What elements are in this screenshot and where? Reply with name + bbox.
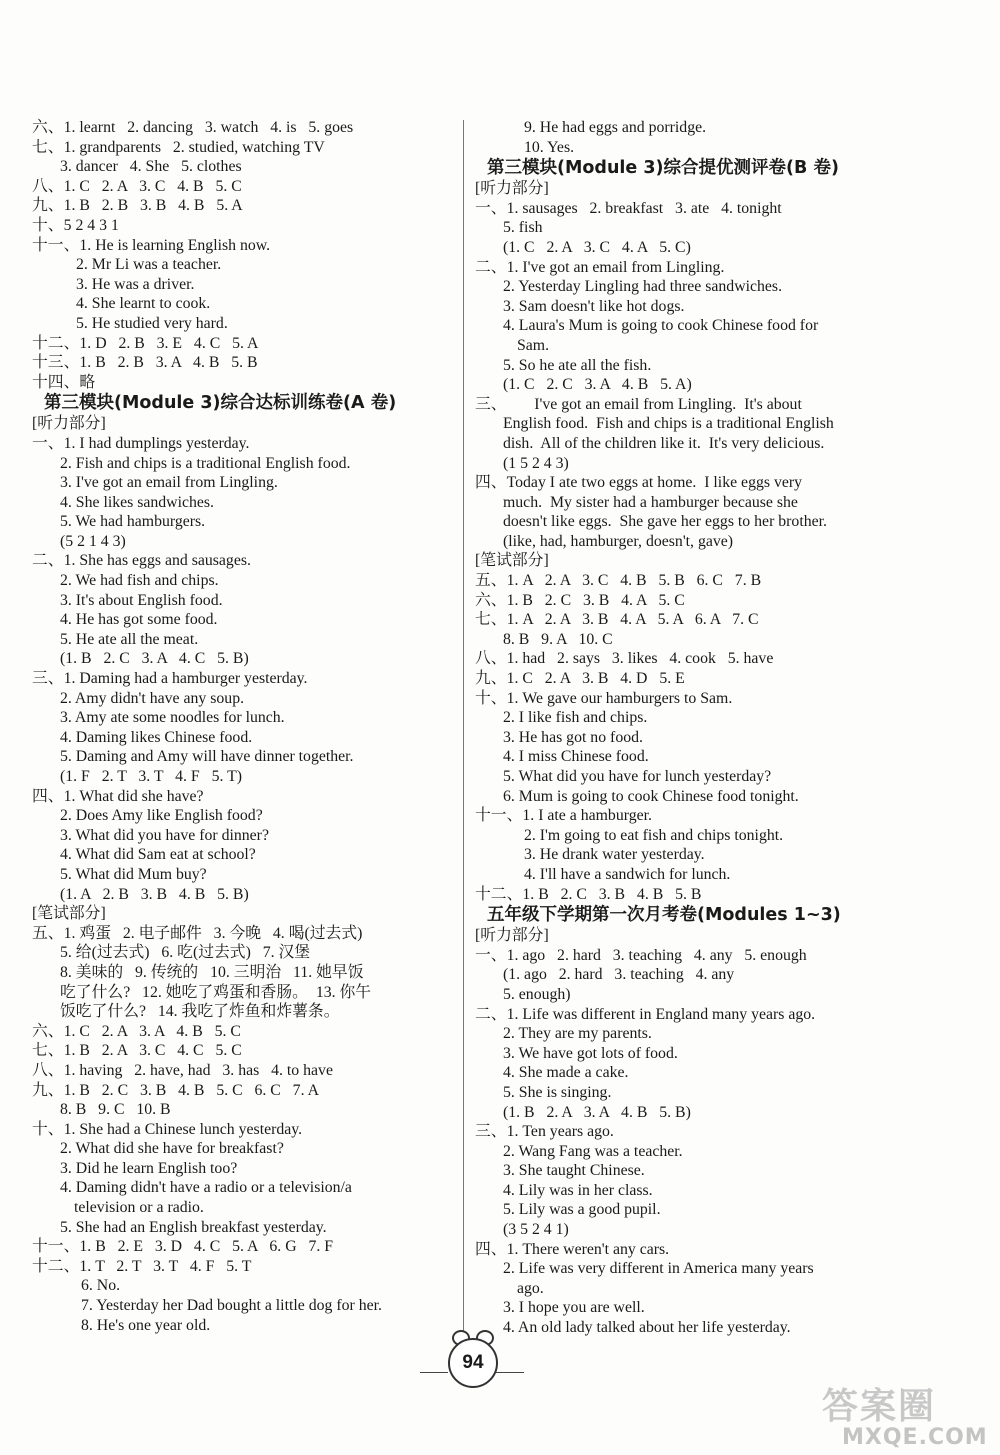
answer-line: 3. Sam doesn't like hot dogs. [503, 297, 685, 315]
answer-line: 5. He studied very hard. [76, 314, 228, 332]
answer-line: 5. We had hamburgers. [60, 513, 206, 531]
answer-line: 六、1. B 2. C 3. B 4. A 5. C [475, 591, 685, 609]
answer-line: 4. She likes sandwiches. [60, 493, 214, 511]
answer-line: 3. Amy ate some noodles for lunch. [60, 709, 285, 727]
answer-line: 5. So he ate all the fish. [503, 356, 652, 374]
answer-line: 十二、1. T 2. T 3. T 4. F 5. T [32, 1257, 252, 1275]
answer-line: 九、1. C 2. A 3. B 4. D 5. E [475, 670, 685, 688]
answer-line: 4. She made a cake. [503, 1064, 629, 1082]
answer-line: 10. Yes. [524, 138, 575, 156]
answer-line: 4. He has got some food. [60, 611, 218, 629]
answer-line: (1. B 2. A 3. A 4. B 5. B) [503, 1103, 691, 1121]
answer-line: 5. Daming and Amy will have dinner together. [60, 748, 354, 766]
answer-line: 2. Mr Li was a teacher. [76, 256, 222, 274]
right-answer-column [475, 118, 910, 1338]
answer-line: 七、1. grandparents 2. studied, watching TV [32, 138, 325, 156]
answer-line: 九、1. B 2. B 3. B 4. B 5. A [32, 197, 243, 215]
answer-line: 6. Mum is going to cook Chinese food tonight. [503, 787, 799, 805]
answer-line: 八、1. had 2. says 3. likes 4. cook 5. have [475, 650, 774, 668]
answer-line: 七、1. A 2. A 3. B 4. A 5. A 6. A 7. C [475, 611, 759, 629]
section-subheading-wrap [475, 551, 910, 571]
section-subheading-wrap [475, 926, 910, 946]
answer-line: ago. [517, 1279, 544, 1297]
exam-section-title: 第三模块(Module 3)综合提优测评卷(B 卷) [487, 158, 839, 179]
answer-line: English food. Fish and chips is a traditional English [503, 415, 834, 433]
answer-line: 8. 美味的 9. 传统的 10. 三明治 11. 她早饭 [60, 963, 364, 981]
section-subheading: [ 笔试部分] [32, 904, 110, 924]
answer-line: television or a radio. [74, 1199, 204, 1217]
answer-line: 饭吃了什么? 14. 我吃了炸鱼和炸薯条。 [60, 1003, 340, 1021]
answer-line: 8. B 9. C 10. B [60, 1101, 171, 1119]
section-subheading: [ 听力部分] [32, 414, 110, 434]
answer-line: 4. She learnt to cook. [76, 295, 211, 313]
answer-line: (1. C 2. A 3. C 4. A 5. C) [503, 238, 691, 256]
section-subheading: [ 笔试部分] [475, 551, 553, 571]
answer-line: Sam. [517, 336, 550, 354]
section-subheading-wrap [32, 904, 462, 924]
answer-line: 吃了什么? 12. 她吃了鸡蛋和香肠。 13. 你午 [60, 983, 372, 1001]
answer-line: 八、1. C 2. A 3. C 4. B 5. C [32, 177, 242, 195]
answer-line: 4. Laura's Mum is going to cook Chinese food for [503, 317, 819, 335]
answer-line: 四、Today I ate two eggs at home. I like eggs very [475, 474, 803, 492]
answer-line: (1. F 2. T 3. T 4. F 5. T) [60, 768, 242, 785]
answer-line: 五、1. A 2. A 3. C 4. B 5. B 6. C 7. B [475, 572, 762, 590]
answer-line: 3. We have got lots of food. [503, 1044, 678, 1062]
answer-line: 二、1. Life was different in England many years ago. [475, 1005, 816, 1023]
answer-line: much. My sister had a hamburger because she [503, 493, 798, 511]
answer-line: 3. She taught Chinese. [503, 1162, 645, 1180]
answer-line: 九、1. B 2. C 3. B 4. B 5. C 6. C 7. A [32, 1081, 320, 1099]
answer-line: 3. I hope you are well. [503, 1299, 645, 1317]
answer-line: 4. What did Sam eat at school? [60, 846, 256, 864]
answer-line: 2. Wang Fang was a teacher. [503, 1142, 683, 1160]
answer-line: 六、1. C 2. A 3. A 4. B 5. C [32, 1022, 241, 1040]
answer-line: 四、1. There weren't any cars. [475, 1240, 670, 1258]
answer-line: 5. What did Mum buy? [60, 865, 207, 883]
answer-line: 三、1. Ten years ago. [475, 1123, 614, 1141]
answer-line: 一、1. I had dumplings yesterday. [32, 434, 250, 452]
answer-line: 七、1. B 2. A 3. C 4. C 5. C [32, 1042, 242, 1060]
answer-line: 3. He was a driver. [76, 275, 195, 293]
answer-line: 3. It's about English food. [60, 591, 223, 609]
answer-line: 十二、1. D 2. B 3. E 4. C 5. A [32, 334, 259, 352]
answer-line: 2. Does Amy like English food? [60, 807, 263, 825]
answer-line: 2. They are my parents. [503, 1025, 652, 1043]
exam-section-title: 第三模块(Module 3)综合达标训练卷(A 卷) [44, 393, 397, 414]
page-number-deco-left [420, 1372, 448, 1373]
answer-line: 十一、1. B 2. E 3. D 4. C 5. A 6. G 7. F [32, 1238, 334, 1256]
answer-line: 5. What did you have for lunch yesterday? [503, 768, 772, 785]
answer-line: 4. I'll have a sandwich for lunch. [524, 865, 731, 883]
watermark [822, 1378, 988, 1450]
watermark-logo: 答案圈 [822, 1386, 937, 1427]
left-answer-column [32, 118, 462, 1335]
section-subheading: [ 听力部分] [475, 926, 553, 946]
answer-line: (1. B 2. C 3. A 4. C 5. B) [60, 650, 249, 668]
section-subheading-wrap [32, 414, 462, 434]
answer-line: 2. Amy didn't have any soup. [60, 689, 245, 707]
answer-line: 五、1. 鸡蛋 2. 电子邮件 3. 今晚 4. 喝(过去式) [32, 924, 363, 942]
answer-line: 2. Life was very different in America many years [503, 1260, 814, 1278]
answer-line: 二、1. She has eggs and sausages. [32, 552, 251, 570]
answer-line: 3. I've got an email from Lingling. [60, 474, 278, 492]
answer-line: 4. An old lady talked about her life yesterday. [503, 1319, 791, 1337]
answer-line: 十、5 2 4 3 1 [32, 216, 119, 234]
answer-line: 4. Lily was in her class. [503, 1181, 653, 1199]
answer-line: 2. What did she have for breakfast? [60, 1140, 284, 1158]
answer-line: 二、1. I've got an email from Lingling. [475, 258, 725, 276]
answer-line: (1. ago 2. hard 3. teaching 4. any [503, 966, 735, 984]
answer-line: 十四、略 [32, 373, 96, 391]
answer-line: 十二、1. B 2. C 3. B 4. B 5. B [475, 885, 702, 903]
answer-line: 6. No. [81, 1277, 121, 1295]
answer-line: 4. Daming likes Chinese food. [60, 728, 253, 746]
answer-line: 5. Lily was a good pupil. [503, 1201, 661, 1219]
answer-line: 十、1. She had a Chinese lunch yesterday. [32, 1120, 303, 1138]
answer-line: 十、1. We gave our hamburgers to Sam. [475, 689, 733, 707]
answer-line: 十一、1. He is learning English now. [32, 236, 271, 254]
answer-line: 9. He had eggs and porridge. [524, 119, 707, 136]
answer-line: 六、1. learnt 2. dancing 3. watch 4. is 5. goes [32, 119, 354, 136]
answer-line: 5. He ate all the meat. [60, 630, 199, 648]
answer-line: 4. Daming didn't have a radio or a television/a [60, 1179, 352, 1197]
answer-line: 十一、1. I ate a hamburger. [475, 807, 652, 825]
answer-line: 2. I like fish and chips. [503, 709, 648, 727]
section-subheading: [ 听力部分] [475, 179, 553, 199]
answer-line: 2. Yesterday Lingling had three sandwiches. [503, 278, 783, 296]
answer-line: 7. Yesterday her Dad bought a little dog for her. [81, 1297, 382, 1315]
section-subheading-wrap [475, 179, 910, 199]
answer-line: 8. B 9. A 10. C [503, 630, 613, 648]
exam-section-title: 五年级下学期第一次月考卷(Modules 1~3) [487, 905, 841, 926]
answer-line: 三、1. Daming had a hamburger yesterday. [32, 670, 308, 688]
answer-line: 十三、1. B 2. B 3. A 4. B 5. B [32, 354, 258, 372]
page-number-deco-right [496, 1372, 524, 1373]
answer-line: 2. We had fish and chips. [60, 572, 219, 590]
page-number: 94 [448, 1338, 498, 1388]
answer-line: (1 5 2 4 3) [503, 454, 569, 472]
answer-line: 三、 I've got an email from Lingling. It's about [475, 395, 802, 413]
answer-line: 5. 给(过去式) 6. 吃(过去式) 7. 汉堡 [60, 944, 311, 962]
answer-line: 5. enough) [503, 985, 571, 1003]
answer-line: (5 2 1 4 3) [60, 532, 126, 550]
answer-line: 3. He drank water yesterday. [524, 846, 705, 864]
answer-line: 八、1. having 2. have, had 3. has 4. to have [32, 1061, 333, 1079]
answer-line: 四、1. What did she have? [32, 787, 204, 805]
answer-line: dish. All of the children like it. It's very delicious. [503, 434, 825, 452]
answer-line: 3. Did he learn English too? [60, 1159, 238, 1177]
watermark-url: MXQE.COM [842, 1425, 988, 1450]
answer-line: 3. He has got no food. [503, 728, 643, 746]
answer-line: (1. A 2. B 3. B 4. B 5. B) [60, 885, 249, 903]
answer-line: 8. He's one year old. [81, 1316, 211, 1334]
answer-line: (1. C 2. C 3. A 4. B 5. A) [503, 376, 692, 394]
answer-line: 5. She is singing. [503, 1083, 612, 1101]
answer-line: 3. What did you have for dinner? [60, 826, 269, 844]
answer-line: (like, had, hamburger, doesn't, gave) [503, 532, 734, 550]
answer-line: 2. Fish and chips is a traditional English food. [60, 454, 351, 472]
answer-line: 一、1. ago 2. hard 3. teaching 4. any 5. enough [475, 946, 807, 964]
answer-line: 2. I'm going to eat fish and chips tonight. [524, 826, 784, 844]
answer-line: 5. fish [503, 219, 543, 237]
answer-line: 5. She had an English breakfast yesterday. [60, 1218, 327, 1236]
answer-line: doesn't like eggs. She gave her eggs to her brother. [503, 513, 827, 531]
column-divider [463, 120, 464, 1345]
answer-line: 4. I miss Chinese food. [503, 748, 649, 766]
answer-line: (3 5 2 4 1) [503, 1221, 569, 1239]
answer-line: 一、1. sausages 2. breakfast 3. ate 4. tonight [475, 199, 782, 217]
answer-line: 3. dancer 4. She 5. clothes [60, 158, 242, 176]
